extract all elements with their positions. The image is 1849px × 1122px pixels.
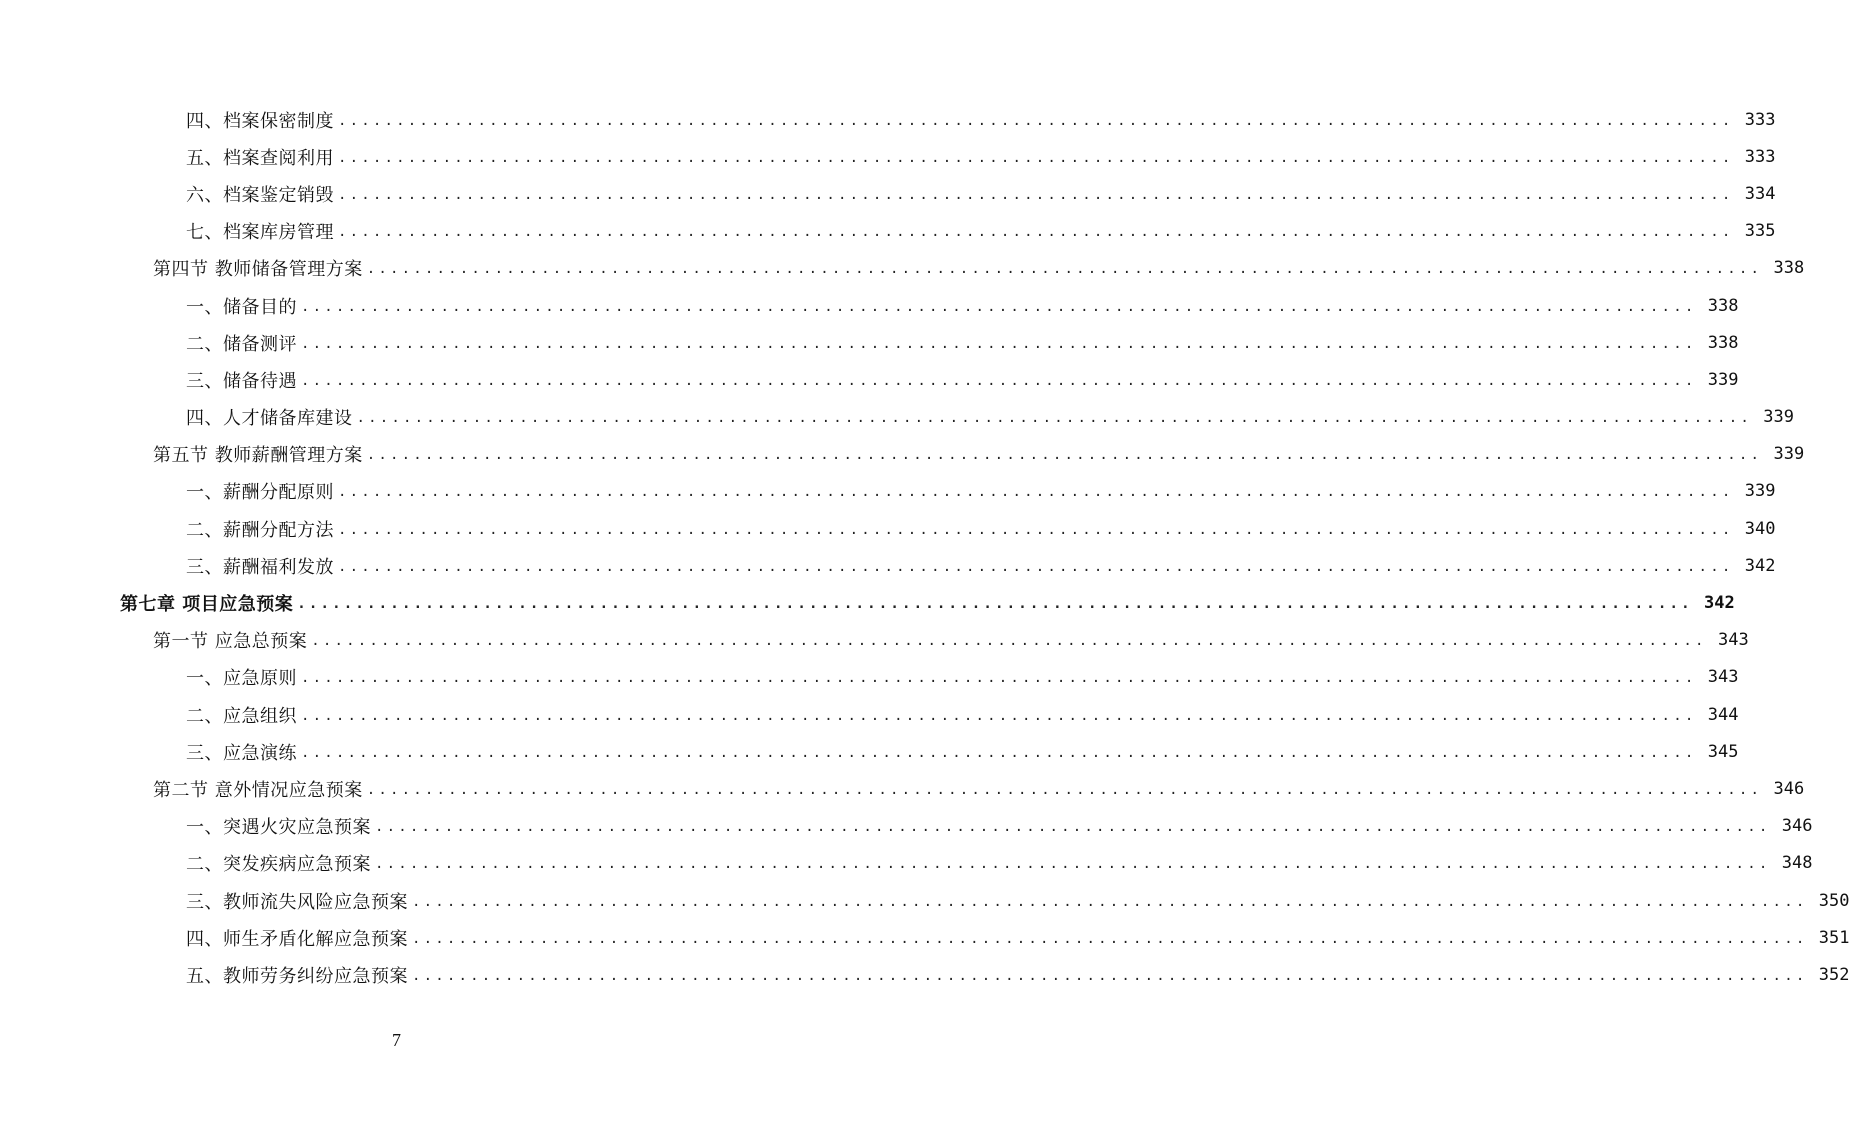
dot-leader: ........................................................................................................................ bbox=[375, 856, 1771, 873]
toc-entry-title: 第四节 教师储备管理方案 bbox=[153, 259, 363, 281]
toc-section-entry[interactable] bbox=[0, 250, 1805, 287]
dot-leader: ........................................................................................................................ bbox=[338, 112, 1734, 129]
dot-leader: ........................................................................................................................ bbox=[301, 670, 1697, 687]
toc-entry[interactable] bbox=[0, 361, 1739, 398]
dot-leader: ........................................................................................................................ bbox=[412, 967, 1808, 984]
toc-entry-title: 二、突发疾病应急预案 bbox=[186, 854, 371, 876]
table-of-contents bbox=[0, 101, 1849, 994]
dot-leader: ........................................................................................................................ bbox=[338, 521, 1734, 538]
toc-entry-page: 344 bbox=[1707, 704, 1739, 725]
toc-entry[interactable] bbox=[0, 101, 1776, 138]
toc-entry[interactable] bbox=[0, 510, 1776, 547]
toc-entry[interactable] bbox=[0, 287, 1739, 324]
toc-section-entry[interactable] bbox=[0, 436, 1805, 473]
toc-entry-title: 三、应急演练 bbox=[186, 742, 297, 764]
toc-entry-title: 二、储备测评 bbox=[186, 333, 297, 355]
dot-leader: ........................................................................................................................ bbox=[366, 447, 1763, 464]
toc-entry-page: 339 bbox=[1707, 369, 1739, 390]
dot-leader: ........................................................................................................................ bbox=[301, 707, 1697, 724]
toc-entry[interactable] bbox=[0, 659, 1739, 696]
toc-entry-title: 四、人才储备库建设 bbox=[186, 408, 353, 430]
dot-leader: ........................................................................................................................ bbox=[412, 930, 1808, 947]
toc-entry-page: 343 bbox=[1717, 630, 1749, 651]
dot-leader: ........................................................................................................................ bbox=[301, 372, 1697, 389]
toc-chapter-entry[interactable] bbox=[0, 584, 1735, 621]
dot-leader: ........................................................................................................................ bbox=[297, 596, 1693, 613]
toc-entry-page: 339 bbox=[1773, 444, 1805, 465]
toc-entry-title: 三、教师流失风险应急预案 bbox=[186, 891, 408, 913]
toc-section-entry[interactable] bbox=[0, 622, 1749, 659]
toc-entry-title: 第一节 应急总预案 bbox=[153, 631, 308, 653]
toc-entry-title: 一、薪酬分配原则 bbox=[186, 482, 334, 504]
toc-entry-page: 343 bbox=[1707, 667, 1739, 688]
dot-leader: ........................................................................................................................ bbox=[338, 484, 1734, 501]
toc-entry-page: 352 bbox=[1818, 964, 1849, 985]
toc-entry-page: 333 bbox=[1744, 146, 1776, 167]
toc-entry[interactable] bbox=[0, 138, 1776, 175]
dot-leader: ........................................................................................................................ bbox=[311, 633, 1707, 650]
toc-entry-title: 六、档案鉴定销毁 bbox=[186, 184, 334, 206]
toc-entry-title: 第五节 教师薪酬管理方案 bbox=[153, 445, 363, 467]
toc-entry-page: 345 bbox=[1707, 741, 1739, 762]
toc-entry-page: 339 bbox=[1744, 481, 1776, 502]
toc-entry-title: 一、储备目的 bbox=[186, 296, 297, 318]
toc-entry[interactable] bbox=[0, 882, 1849, 919]
toc-entry-title: 一、突遇火灾应急预案 bbox=[186, 817, 371, 839]
page-number: 7 bbox=[392, 1030, 401, 1050]
dot-leader: ........................................................................................................................ bbox=[366, 781, 1763, 798]
toc-entry-page: 346 bbox=[1781, 816, 1813, 837]
toc-entry-title: 二、应急组织 bbox=[186, 705, 297, 727]
toc-entry-title: 第七章 项目应急预案 bbox=[120, 594, 294, 616]
toc-entry-page: 339 bbox=[1763, 407, 1794, 428]
toc-entry-title: 三、薪酬福利发放 bbox=[186, 556, 334, 578]
dot-leader: ........................................................................................................................ bbox=[301, 335, 1697, 352]
toc-section-entry[interactable] bbox=[0, 770, 1805, 807]
dot-leader: ........................................................................................................................ bbox=[338, 224, 1734, 241]
toc-entry[interactable] bbox=[0, 733, 1739, 770]
toc-entry[interactable] bbox=[0, 845, 1813, 882]
toc-entry-page: 338 bbox=[1773, 258, 1805, 279]
toc-entry-title: 二、薪酬分配方法 bbox=[186, 519, 334, 541]
toc-entry-page: 342 bbox=[1704, 593, 1735, 614]
toc-entry-title: 七、档案库房管理 bbox=[186, 222, 334, 244]
toc-entry-page: 351 bbox=[1818, 927, 1849, 948]
toc-entry-page: 333 bbox=[1744, 109, 1776, 130]
dot-leader: ........................................................................................................................ bbox=[366, 261, 1763, 278]
toc-entry-title: 第二节 意外情况应急预案 bbox=[153, 779, 363, 801]
dot-leader: ........................................................................................................................ bbox=[301, 744, 1697, 761]
dot-leader: ........................................................................................................................ bbox=[338, 186, 1734, 203]
toc-entry[interactable] bbox=[0, 175, 1776, 212]
toc-entry[interactable] bbox=[0, 473, 1776, 510]
toc-entry-title: 五、教师劳务纠纷应急预案 bbox=[186, 965, 408, 987]
toc-entry-title: 四、档案保密制度 bbox=[186, 110, 334, 132]
toc-entry-title: 四、师生矛盾化解应急预案 bbox=[186, 928, 408, 950]
toc-entry-title: 三、储备待遇 bbox=[186, 370, 297, 392]
toc-entry[interactable] bbox=[0, 696, 1739, 733]
dot-leader: ........................................................................................................................ bbox=[338, 149, 1734, 166]
dot-leader: ........................................................................................................................ bbox=[356, 410, 1752, 427]
toc-entry[interactable] bbox=[0, 324, 1739, 361]
toc-entry[interactable] bbox=[0, 956, 1849, 993]
toc-entry-page: 346 bbox=[1773, 778, 1805, 799]
dot-leader: ........................................................................................................................ bbox=[375, 819, 1771, 836]
toc-entry-page: 338 bbox=[1707, 332, 1739, 353]
toc-entry-title: 一、应急原则 bbox=[186, 668, 297, 690]
dot-leader: ........................................................................................................................ bbox=[301, 298, 1697, 315]
toc-entry[interactable] bbox=[0, 213, 1776, 250]
toc-entry-page: 348 bbox=[1781, 853, 1813, 874]
toc-entry-page: 334 bbox=[1744, 183, 1776, 204]
toc-entry[interactable] bbox=[0, 547, 1776, 584]
toc-entry-page: 340 bbox=[1744, 518, 1776, 539]
toc-entry[interactable] bbox=[0, 919, 1849, 956]
toc-entry-title: 五、档案查阅利用 bbox=[186, 147, 334, 169]
toc-entry-page: 342 bbox=[1744, 555, 1776, 576]
toc-entry-page: 350 bbox=[1818, 890, 1849, 911]
toc-entry-page: 338 bbox=[1707, 295, 1739, 316]
toc-entry[interactable] bbox=[0, 808, 1813, 845]
toc-entry[interactable] bbox=[0, 399, 1794, 436]
toc-entry-page: 335 bbox=[1744, 221, 1776, 242]
dot-leader: ........................................................................................................................ bbox=[338, 558, 1734, 575]
dot-leader: ........................................................................................................................ bbox=[412, 893, 1808, 910]
